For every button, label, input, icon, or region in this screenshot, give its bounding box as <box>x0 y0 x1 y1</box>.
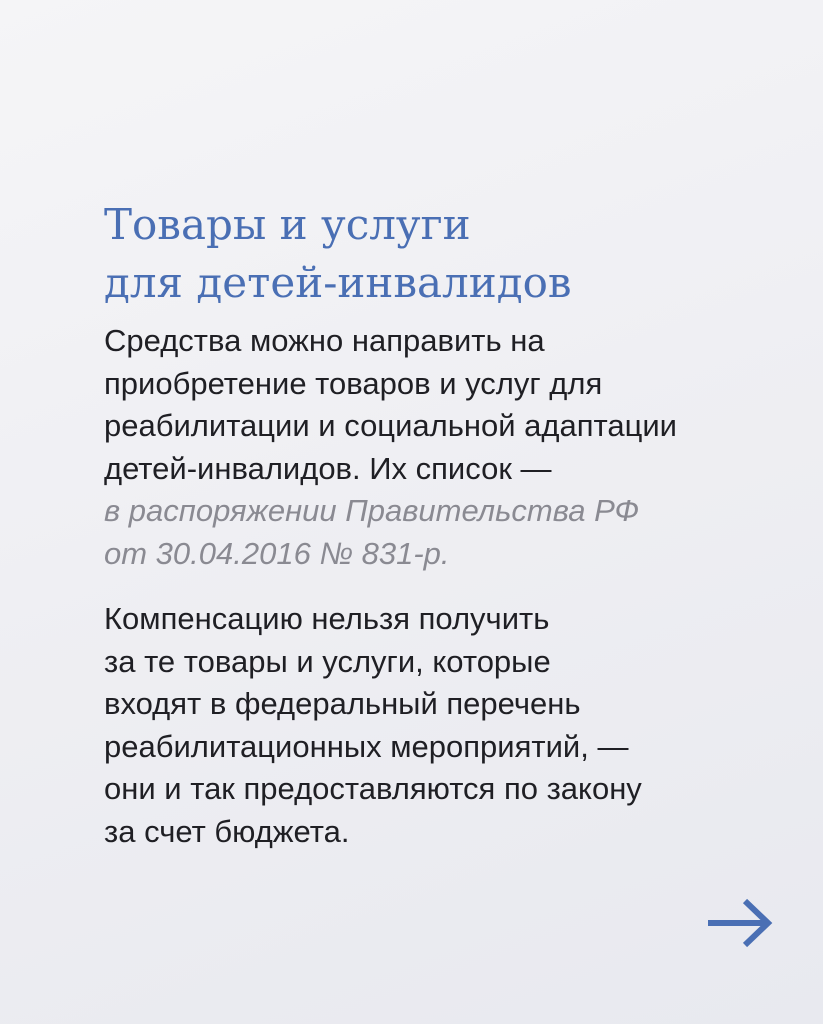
paragraph-line: за те товары и услуги, которые <box>104 643 551 679</box>
paragraph-line: детей-инвалидов. Их список — <box>104 450 552 486</box>
government-order-reference: от 30.04.2016 № 831-р. <box>104 535 450 571</box>
government-order-reference: в распоряжении Правительства РФ <box>104 493 640 528</box>
card-title-line: Товары и услуги <box>104 200 471 249</box>
paragraph-line: входят в федеральный перечень <box>104 686 581 721</box>
paragraph-line: приобретение товаров и услуг для <box>104 365 603 401</box>
paragraph-line: реабилитационных мероприятий, — <box>104 728 629 764</box>
paragraph-line: за счет бюджета. <box>104 813 350 849</box>
card-title <box>104 196 744 312</box>
arrow-right-icon <box>705 897 773 949</box>
paragraph-line: они и так предоставляются по закону <box>104 771 642 806</box>
paragraph-line: Компенсацию нельзя получить <box>104 601 550 636</box>
next-slide-button[interactable] <box>705 897 773 949</box>
paragraph-line: реабилитации и социальной адаптации <box>104 408 677 443</box>
paragraph-eligible-goods <box>104 320 784 575</box>
paragraph-line: Средства можно направить на <box>104 323 545 358</box>
paragraph-compensation-exclusion <box>104 598 784 853</box>
card-title-line: для детей-инвалидов <box>104 258 572 307</box>
